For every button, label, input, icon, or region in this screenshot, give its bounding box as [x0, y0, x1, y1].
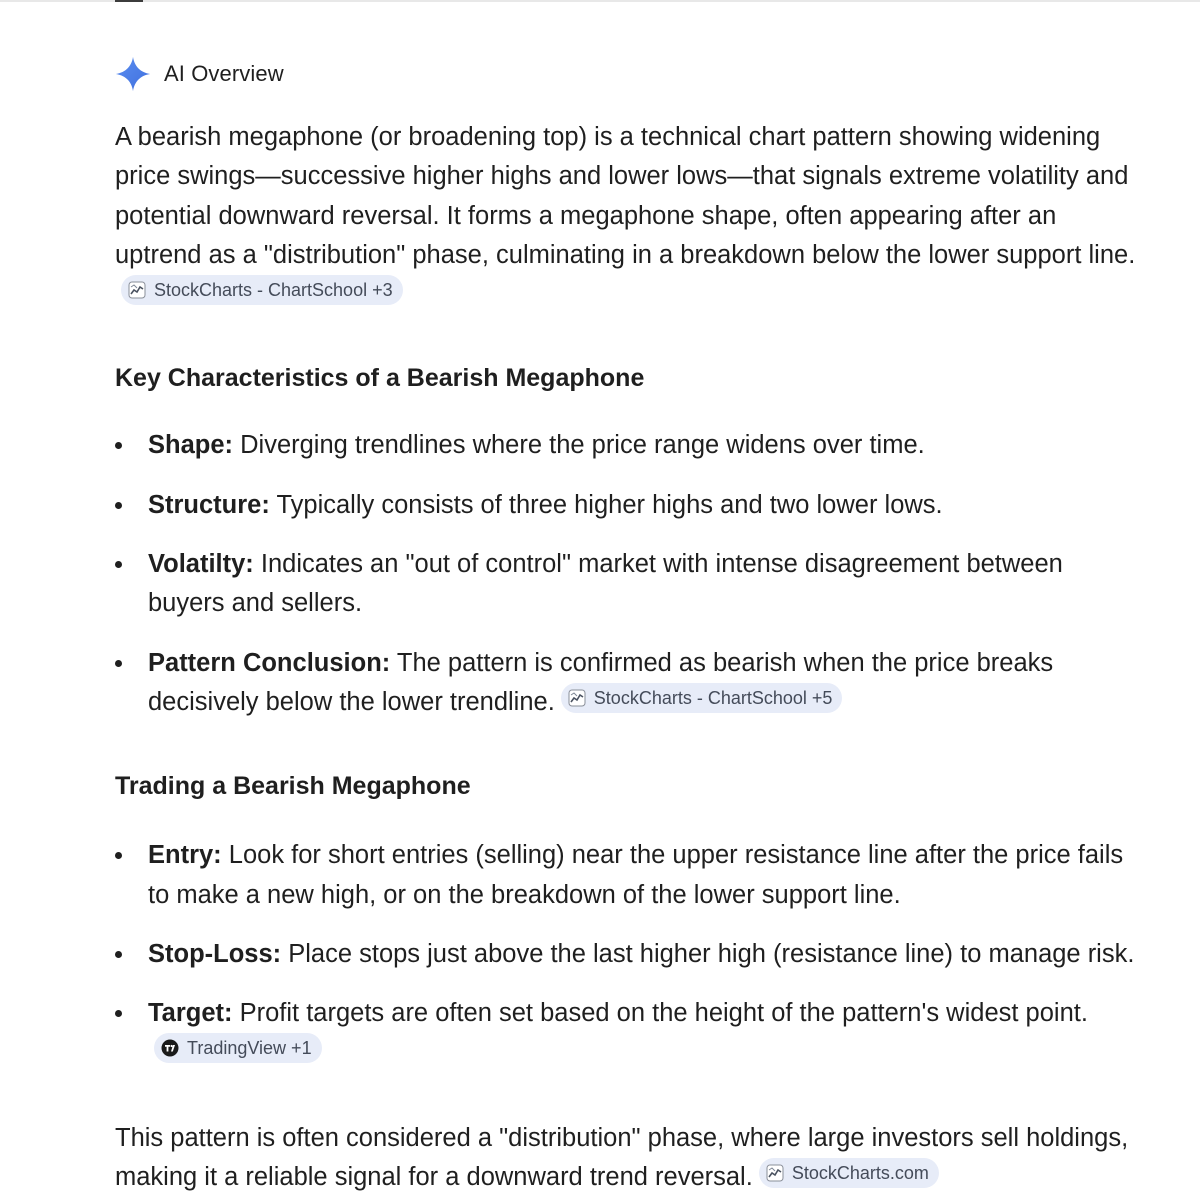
source-chip[interactable] — [154, 1033, 322, 1063]
ai-overview-content — [115, 118, 1145, 1197]
item-text: The pattern is confirmed as bearish when the price breaks decisively below the lower trendline. — [148, 648, 1054, 716]
trading-heading: Trading a Bearish Megaphone — [115, 772, 471, 801]
list-item — [115, 644, 1145, 723]
characteristics-heading: Key Characteristics of a Bearish Megaphone — [115, 364, 645, 393]
stockcharts-icon — [128, 281, 146, 299]
list-item — [115, 486, 1145, 525]
conclusion-text: This pattern is often considered a "distribution" phase, where large investors sell holdings, making it a reliable signal for a downward trend reversal. — [115, 1123, 1129, 1192]
source-chip-label: StockCharts.com — [791, 1163, 929, 1184]
item-term: Pattern Conclusion: — [148, 648, 391, 677]
top-divider — [0, 0, 1200, 2]
item-text: Diverging trendlines where the price range widens over time. — [233, 431, 925, 460]
source-chip[interactable] — [759, 1158, 939, 1188]
item-term: Structure: — [148, 490, 270, 519]
list-item — [115, 935, 1145, 974]
tradingview-icon — [161, 1039, 179, 1057]
list-item — [115, 545, 1145, 624]
stockcharts-icon — [568, 689, 586, 707]
top-tab-indicator — [115, 0, 143, 2]
trading-list — [115, 836, 1145, 1072]
ai-overview-title: AI Overview — [164, 61, 284, 86]
item-text: Profit targets are often set based on the height of the pattern's widest point. — [232, 999, 1088, 1028]
item-term: Stop-Loss: — [148, 939, 282, 968]
item-term: Target: — [148, 999, 233, 1028]
source-chip[interactable] — [561, 683, 843, 713]
item-term: Entry: — [148, 841, 222, 870]
source-chip-label: StockCharts - ChartSchool +3 — [154, 280, 393, 301]
source-chip-label: TradingView +1 — [187, 1038, 312, 1059]
item-term: Shape: — [148, 431, 234, 460]
conclusion-paragraph — [115, 1119, 1145, 1197]
item-text: Look for short entries (selling) near the upper resistance line after the price fails to make a new high, or on the breakdown of the lower support line. — [148, 841, 1124, 909]
item-text: Place stops just above the last higher high (resistance line) to manage risk. — [281, 939, 1135, 968]
item-text: Typically consists of three higher highs and two lower lows. — [269, 490, 943, 519]
list-item — [115, 994, 1145, 1073]
intro-text: A bearish megaphone (or broadening top) is a technical chart pattern showing widening price swings—successive higher highs and lower lows—that signals extreme volatility and potential downward reversal. It forms a megaphone shape, often appearing after an uptrend as a "distribution" phase, culminating in a breakdown below the lower support line. — [115, 123, 1136, 269]
list-item — [115, 426, 1145, 465]
source-chip[interactable] — [121, 275, 403, 305]
source-chip-label: StockCharts - ChartSchool +5 — [593, 687, 833, 708]
item-term: Volatilty: — [148, 550, 254, 579]
sparkle-icon — [114, 55, 152, 93]
stockcharts-icon — [766, 1164, 784, 1182]
intro-paragraph — [115, 118, 1145, 314]
list-item — [115, 836, 1145, 915]
item-text: Indicates an "out of control" market with intense disagreement between buyers and sellers. — [148, 550, 1063, 618]
ai-overview-header — [114, 54, 284, 94]
characteristics-list — [115, 426, 1145, 722]
